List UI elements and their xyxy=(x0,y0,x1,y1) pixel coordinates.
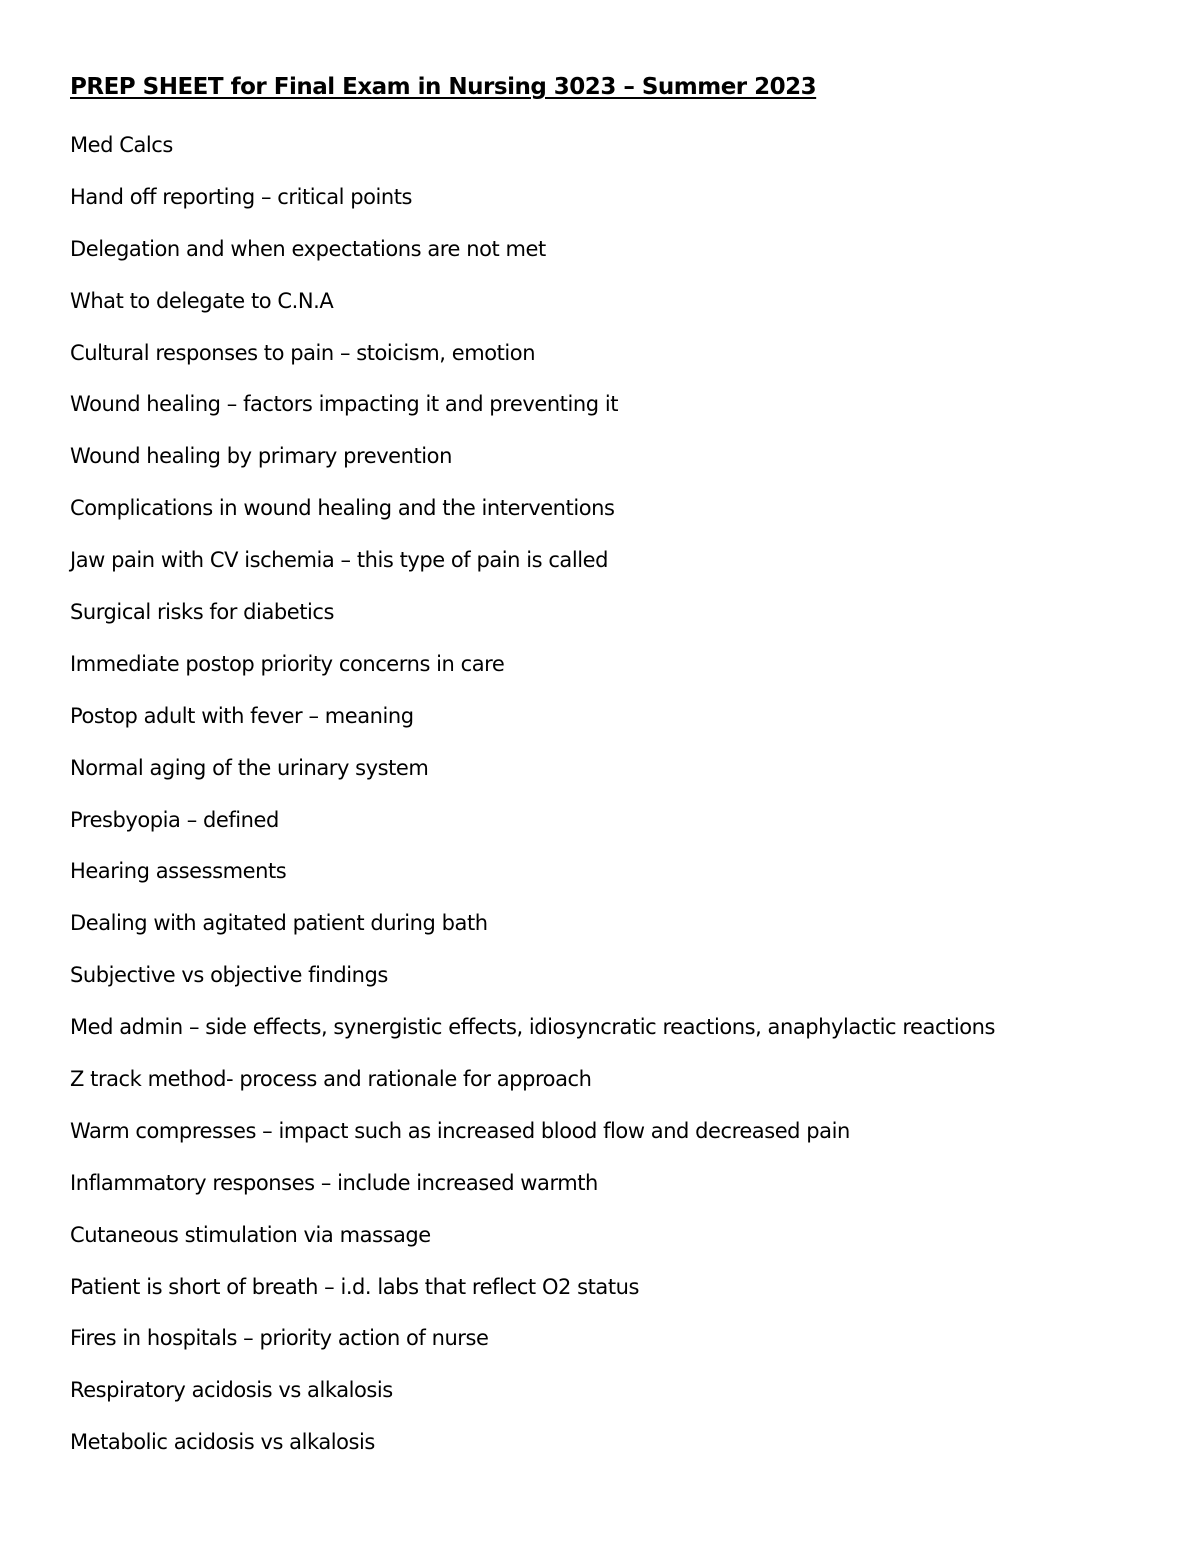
list-item: Fires in hospitals – priority action of nurse xyxy=(70,1326,489,1351)
topic-list xyxy=(70,131,1180,1480)
list-item: Warm compresses – impact such as increased blood flow and decreased pain xyxy=(70,1118,850,1143)
list-item: Z track method- process and rationale for approach xyxy=(70,1067,592,1092)
list-item: Cultural responses to pain – stoicism, emotion xyxy=(70,340,536,365)
list-item: Delegation and when expectations are not met xyxy=(70,236,546,261)
list-item: Presbyopia – defined xyxy=(70,807,279,832)
list-item: Cutaneous stimulation via massage xyxy=(70,1222,431,1247)
list-item: Patient is short of breath – i.d. labs that reflect O2 status xyxy=(70,1274,639,1299)
list-item: Normal aging of the urinary system xyxy=(70,755,429,780)
list-item: Immediate postop priority concerns in care xyxy=(70,651,505,676)
list-item: What to delegate to C.N.A xyxy=(70,288,334,313)
list-item: Surgical risks for diabetics xyxy=(70,600,334,625)
list-item: Hearing assessments xyxy=(70,859,287,884)
list-item: Complications in wound healing and the interventions xyxy=(70,496,615,521)
list-item: Wound healing – factors impacting it and preventing it xyxy=(70,392,618,417)
list-item: Dealing with agitated patient during bath xyxy=(70,911,488,936)
list-item: Inflammatory responses – include increased warmth xyxy=(70,1170,598,1195)
page-title: PREP SHEET for Final Exam in Nursing 3023 – Summer 2023 xyxy=(70,74,817,100)
list-item: Jaw pain with CV ischemia – this type of pain is called xyxy=(70,548,608,573)
list-item: Postop adult with fever – meaning xyxy=(70,703,414,728)
list-item: Med Calcs xyxy=(70,133,173,157)
list-item: Metabolic acidosis vs alkalosis xyxy=(70,1430,375,1455)
list-item: Med admin – side effects, synergistic effects, idiosyncratic reactions, anaphylactic reactions xyxy=(70,1015,995,1040)
list-item: Hand off reporting – critical points xyxy=(70,184,413,209)
list-item: Respiratory acidosis vs alkalosis xyxy=(70,1378,393,1403)
list-item: Wound healing by primary prevention xyxy=(70,444,452,469)
list-item: Subjective vs objective findings xyxy=(70,963,388,988)
